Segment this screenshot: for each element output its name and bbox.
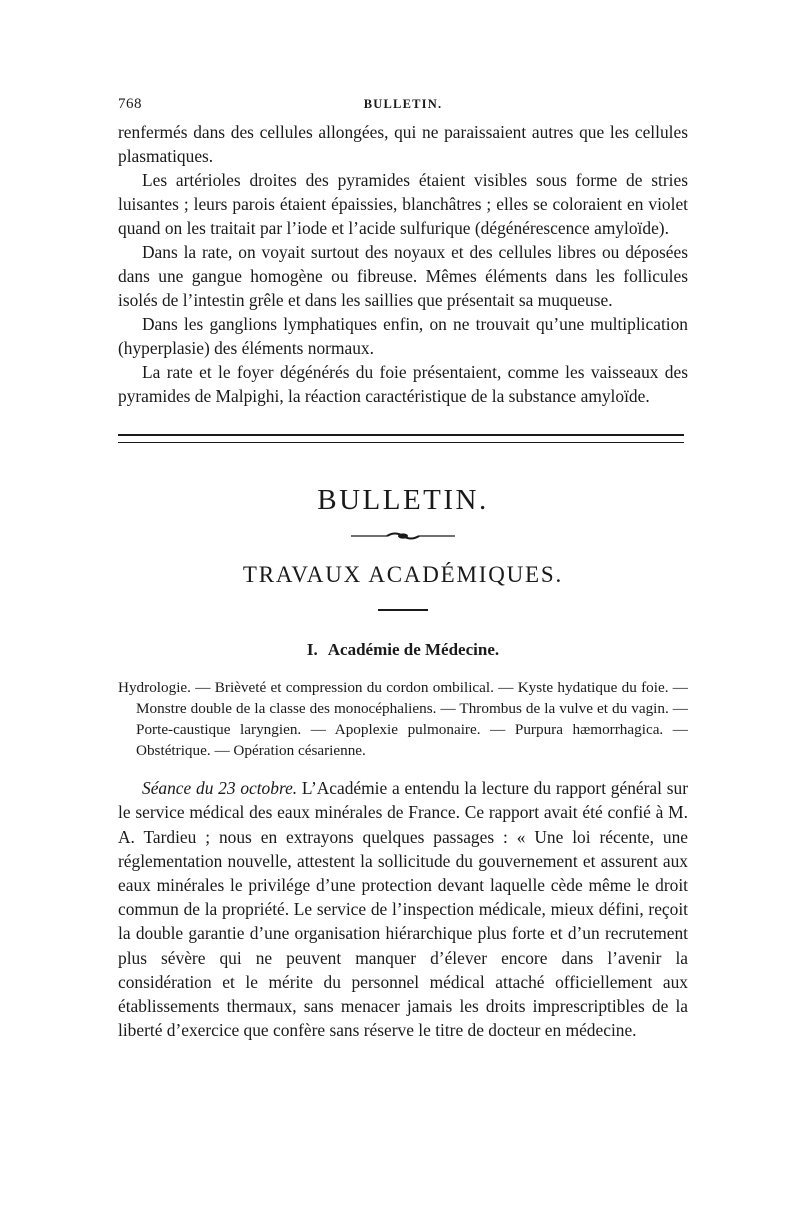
subsection-heading xyxy=(118,639,688,661)
subsection-title: Académie de Médecine. xyxy=(327,640,500,659)
paragraph: La rate et le foyer dégénérés du foie présentaient, comme les vaisseaux des pyramides de Malpighi, la réaction caractéristique de la substance amyloïde. xyxy=(118,362,688,406)
section-title: BULLETIN. xyxy=(317,484,489,516)
paragraph: renfermés dans des cellules allongées, qui ne paraissaient autres que les cellules plasmatiques. xyxy=(118,122,688,166)
paragraph: Les artérioles droites des pyramides étaient visibles sous forme de stries luisantes ; leurs parois étaient épaissies, blanchâtres ; elles se coloraient en violet quand on les traitait par l’iode et l’acide sulfurique (dégénérescence amyloïde). xyxy=(118,170,688,238)
book-page xyxy=(118,96,688,1042)
lower-body-text xyxy=(118,776,688,1042)
ornament-divider xyxy=(118,529,688,543)
seance-text: L’Académie a entendu la lecture du rapport général sur le service médical des eaux minérales de France. Ce rapport avait été confié à M. A. Tardieu ; nous en extrayons quelques passages : « Une loi récente, une réglementation nouvelle, attestent la sollicitude du gouvernement et assurent aux eaux minérales le privilége d’une protection devant laquelle cède même le droit commun de la propriété. Le service de l’inspection médicale, mieux défini, reçoit la double garantie d’une organisation hiérarchique plus forte et d’un recrutement plus sévère qui ne peuvent manquer d’élever encore dans l’avenir la considération et le mérite du personnel médical attaché officiellement aux établissements thermaux, sans menacer jamais les droits imprescriptibles de la liberté d’exercice que confère sans réserve le titre de docteur en médecine. xyxy=(118,778,688,1041)
running-head xyxy=(118,96,688,120)
page-number: 768 xyxy=(118,96,142,112)
seance-paragraph xyxy=(118,776,688,1042)
subsection-number: I. xyxy=(306,640,318,659)
subtitle: TRAVAUX ACADÉMIQUES. xyxy=(242,562,564,587)
paragraph: Dans la rate, on voyait surtout des noyaux et des cellules libres ou déposées dans une gangue homogène ou fibreuse. Mêmes éléments dans les follicules isolés de l’intestin grêle et dans les saillies que présentait sa muqueuse. xyxy=(118,242,688,310)
paragraph: Dans les ganglions lymphatiques enfin, on ne trouvait qu’une multiplication (hyperplasie) des éléments normaux. xyxy=(118,314,688,358)
short-rule-divider xyxy=(378,609,428,611)
upper-body-text xyxy=(118,120,688,408)
seance-date-label: Séance du 23 octobre. xyxy=(142,778,298,799)
double-rule-divider xyxy=(118,434,684,443)
summary-paragraph: Hydrologie. — Brièveté et compression du cordon ombilical. — Kyste hydatique du foie. — Monstre double de la classe des monocéphaliens. — Thrombus de la vulve et du vagin. — Porte-caustique laryngien. — Apoplexie pulmonaire. — Purpura hæmorrhagica. — Obstétrique. — Opération césarienne. xyxy=(118,679,688,759)
running-title: BULLETIN. xyxy=(363,97,443,111)
ornament-flourish-icon xyxy=(351,529,455,543)
